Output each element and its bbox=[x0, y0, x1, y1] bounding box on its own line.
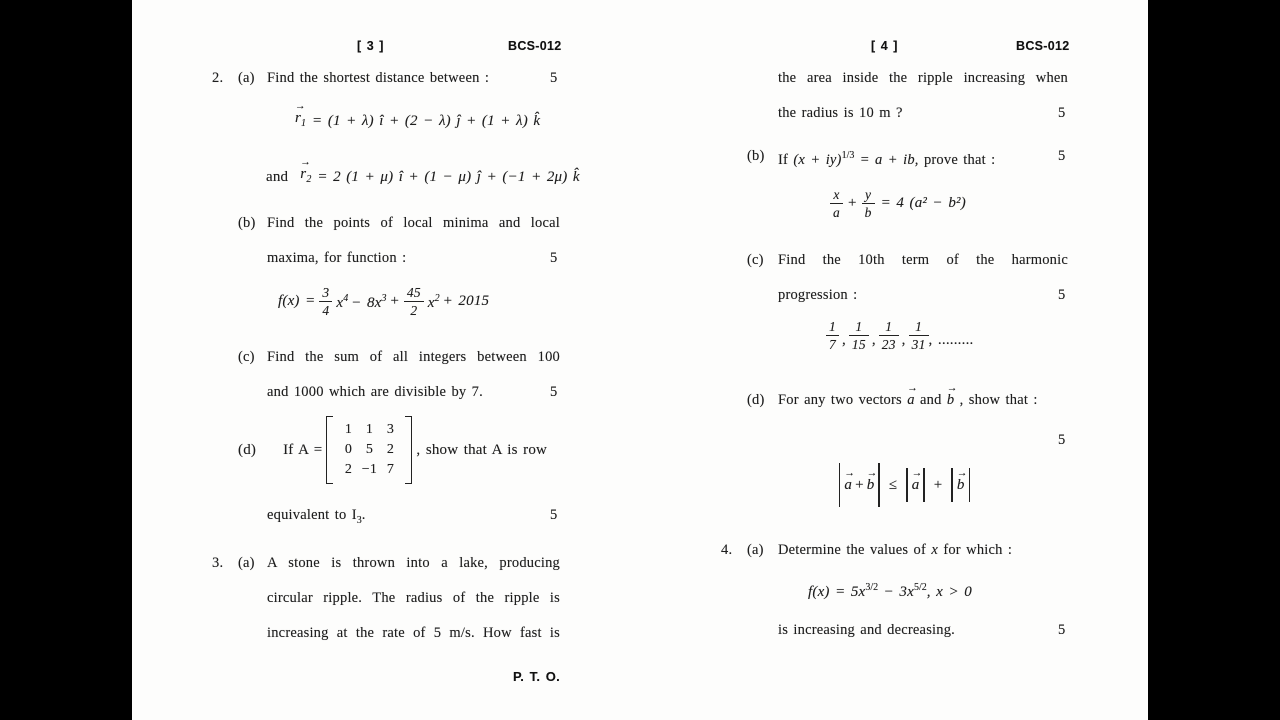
page4-page-number: [ 4 ] bbox=[871, 39, 898, 53]
plus-operator: + bbox=[855, 477, 864, 493]
question-3a-line3: increasing at the rate of 5 m/s. How fast is bbox=[267, 625, 560, 641]
question-2d-post: , show that A is row bbox=[416, 442, 548, 458]
question-3d-letter: (d) bbox=[747, 392, 765, 408]
question-3-number: 3. bbox=[212, 555, 224, 571]
fraction-x-a: $\frac{x}{a}$ bbox=[830, 187, 843, 220]
fraction-1-23: $\frac{1}{23}$ bbox=[879, 319, 899, 352]
question-2c-letter: (c) bbox=[238, 349, 255, 365]
fraction-45-2: $\frac{45}{2}$ bbox=[404, 285, 424, 318]
question-3d-text: For any two vectors → a and → b , show that : bbox=[778, 390, 1038, 410]
equation-r2-rhs: = 2 (1 + μ) î + (1 − μ) ĵ + (−1 + 2μ) k̂ bbox=[317, 169, 580, 185]
page3-paper-code: BCS-012 bbox=[508, 39, 562, 53]
modulus-bar bbox=[951, 468, 952, 502]
matrix-cell: 3 bbox=[386, 422, 395, 437]
question-2c-line1: Find the sum of all integers between 100 bbox=[267, 349, 560, 365]
exam-paper-scan bbox=[132, 0, 1148, 720]
vector-r2: → $r_2$ bbox=[300, 164, 311, 190]
equation-r2-prefix: and bbox=[266, 169, 289, 185]
question-3d-marks: 5 bbox=[1058, 432, 1066, 448]
vector-arrow-icon: → bbox=[946, 383, 958, 394]
question-4a-marks: 5 bbox=[1058, 622, 1066, 638]
question-2-number: 2. bbox=[212, 70, 224, 86]
question-3c-line2: progression : bbox=[778, 287, 858, 303]
question-2c-marks: 5 bbox=[550, 384, 558, 400]
question-3a-line1: A stone is thrown into a lake, producing bbox=[267, 555, 560, 571]
matrix-bracket-right bbox=[405, 416, 412, 484]
question-2b-line1: Find the points of local minima and local bbox=[267, 215, 560, 231]
question-3c-line1: Find the 10th term of the harmonic bbox=[778, 252, 1068, 268]
matrix-A bbox=[326, 416, 412, 484]
triangle-inequality bbox=[835, 460, 974, 510]
equation-r1 bbox=[295, 101, 541, 134]
question-2b-marks: 5 bbox=[550, 250, 558, 266]
equation-r1-rhs: = (1 + λ) î + (2 − λ) ĵ + (1 + λ) k̂ bbox=[312, 113, 541, 129]
question-4-number: 4. bbox=[721, 542, 733, 558]
fx-tail: + 2015 bbox=[442, 293, 490, 309]
modulus-bar bbox=[839, 463, 840, 507]
question-4a-letter: (a) bbox=[747, 542, 764, 558]
vector-b: → b bbox=[957, 475, 965, 495]
sequence-comma: , bbox=[871, 332, 876, 348]
matrix-cell: 0 bbox=[344, 442, 353, 457]
matrix-bracket-left bbox=[326, 416, 333, 484]
vector-arrow-icon: → bbox=[844, 468, 855, 479]
question-3a-letter: (a) bbox=[238, 555, 255, 571]
page3-page-number: [ 3 ] bbox=[357, 39, 384, 53]
matrix-cell: 2 bbox=[386, 442, 395, 457]
sequence-comma: , bbox=[901, 332, 906, 348]
question-2a-marks: 5 bbox=[550, 70, 558, 86]
question-2a-text: Find the shortest distance between : bbox=[267, 70, 490, 86]
matrix-cell: 7 bbox=[386, 462, 395, 477]
question-3c-letter: (c) bbox=[747, 252, 764, 268]
vector-r1: → $r_1$ bbox=[295, 108, 306, 134]
vector-arrow-icon: → bbox=[956, 468, 968, 479]
matrix-cells bbox=[333, 416, 405, 484]
vector-a: → a bbox=[912, 475, 920, 495]
fraction-y-b: $\frac{y}{b}$ bbox=[862, 187, 875, 220]
sequence-ellipsis: , ......... bbox=[928, 332, 974, 348]
vector-a: → a bbox=[907, 390, 914, 410]
fx-term2: − $8x^3$ bbox=[351, 293, 387, 311]
question-2a-letter: (a) bbox=[238, 70, 255, 86]
less-equal-operator: ≤ bbox=[888, 477, 898, 493]
modulus-bar bbox=[969, 468, 970, 502]
vector-arrow-icon: → bbox=[300, 157, 311, 168]
fx-term3: $x^2$ bbox=[427, 293, 440, 311]
matrix-cell: 1 bbox=[344, 422, 353, 437]
question-3a-cont-line1: the area inside the ripple increasing when bbox=[778, 70, 1068, 86]
question-4a-line2: is increasing and decreasing. bbox=[778, 622, 955, 638]
fraction-1-7: $\frac{1}{7}$ bbox=[826, 319, 839, 352]
question-2b-letter: (b) bbox=[238, 215, 256, 231]
question-2d-row bbox=[238, 416, 547, 484]
question-2c-line2: and 1000 which are divisible by 7. bbox=[267, 384, 483, 400]
equation-r2 bbox=[266, 157, 580, 190]
vector-arrow-icon: → bbox=[907, 383, 918, 394]
page4-paper-code: BCS-012 bbox=[1016, 39, 1070, 53]
vector-a: → a bbox=[844, 475, 852, 495]
matrix-cell: 1 bbox=[365, 422, 374, 437]
fraction-1-31: $\frac{1}{31}$ bbox=[909, 319, 929, 352]
modulus-bar bbox=[906, 468, 907, 502]
fraction-1-15: $\frac{1}{15}$ bbox=[849, 319, 869, 352]
question-2d-marks: 5 bbox=[550, 507, 558, 523]
plus-operator: + bbox=[933, 477, 943, 493]
matrix-cell: 2 bbox=[344, 462, 353, 477]
question-2b-line2: maxima, for function : bbox=[267, 250, 407, 266]
vector-b: → b bbox=[947, 390, 954, 410]
question-3b-letter: (b) bbox=[747, 148, 765, 164]
fraction-3-4: $\frac{3}{4}$ bbox=[319, 285, 332, 318]
matrix-cell: 5 bbox=[365, 442, 374, 457]
question-3a-cont-marks: 5 bbox=[1058, 105, 1066, 121]
modulus-bar bbox=[923, 468, 924, 502]
plus-operator: + bbox=[847, 195, 857, 211]
page3-footer-pto: P. T. O. bbox=[513, 669, 561, 684]
question-3c-marks: 5 bbox=[1058, 287, 1066, 303]
question-2d-pre: If A = bbox=[283, 442, 323, 458]
vector-arrow-icon: → bbox=[295, 101, 306, 112]
fx-plus: + bbox=[389, 293, 400, 309]
question-2d-letter: (d) bbox=[238, 442, 257, 458]
question-3a-cont-line2: the radius is 10 m ? bbox=[778, 105, 903, 121]
vector-arrow-icon: → bbox=[911, 468, 923, 479]
fx-term1: $x^4$ bbox=[336, 293, 349, 311]
question-4a-line1: Determine the values of x for which : bbox=[778, 542, 1013, 558]
question-3b-text: If (x + iy)$^{1/3}$ = a + ib, prove that : bbox=[778, 150, 996, 168]
fx-lhs: f(x) = bbox=[278, 293, 316, 309]
equation-xa-yb bbox=[830, 186, 966, 220]
question-2d-line2: equivalent to $I_3$. bbox=[267, 507, 366, 526]
vector-arrow-icon: → bbox=[866, 468, 878, 479]
equation-xa-yb-rhs: = 4 (a² − b²) bbox=[880, 195, 966, 211]
vector-b: → b bbox=[867, 475, 875, 495]
equation-fx bbox=[278, 285, 489, 317]
question-3b-marks: 5 bbox=[1058, 148, 1066, 164]
harmonic-sequence bbox=[826, 318, 973, 352]
matrix-cell: −1 bbox=[361, 462, 378, 477]
sequence-comma: , bbox=[841, 332, 846, 348]
modulus-bar bbox=[878, 463, 879, 507]
question-4a-equation: $f(x) = 5x^{3/2} - 3x^{5/2}$, x > 0 bbox=[808, 582, 972, 600]
question-3a-line2: circular ripple. The radius of the ripple is bbox=[267, 590, 560, 606]
